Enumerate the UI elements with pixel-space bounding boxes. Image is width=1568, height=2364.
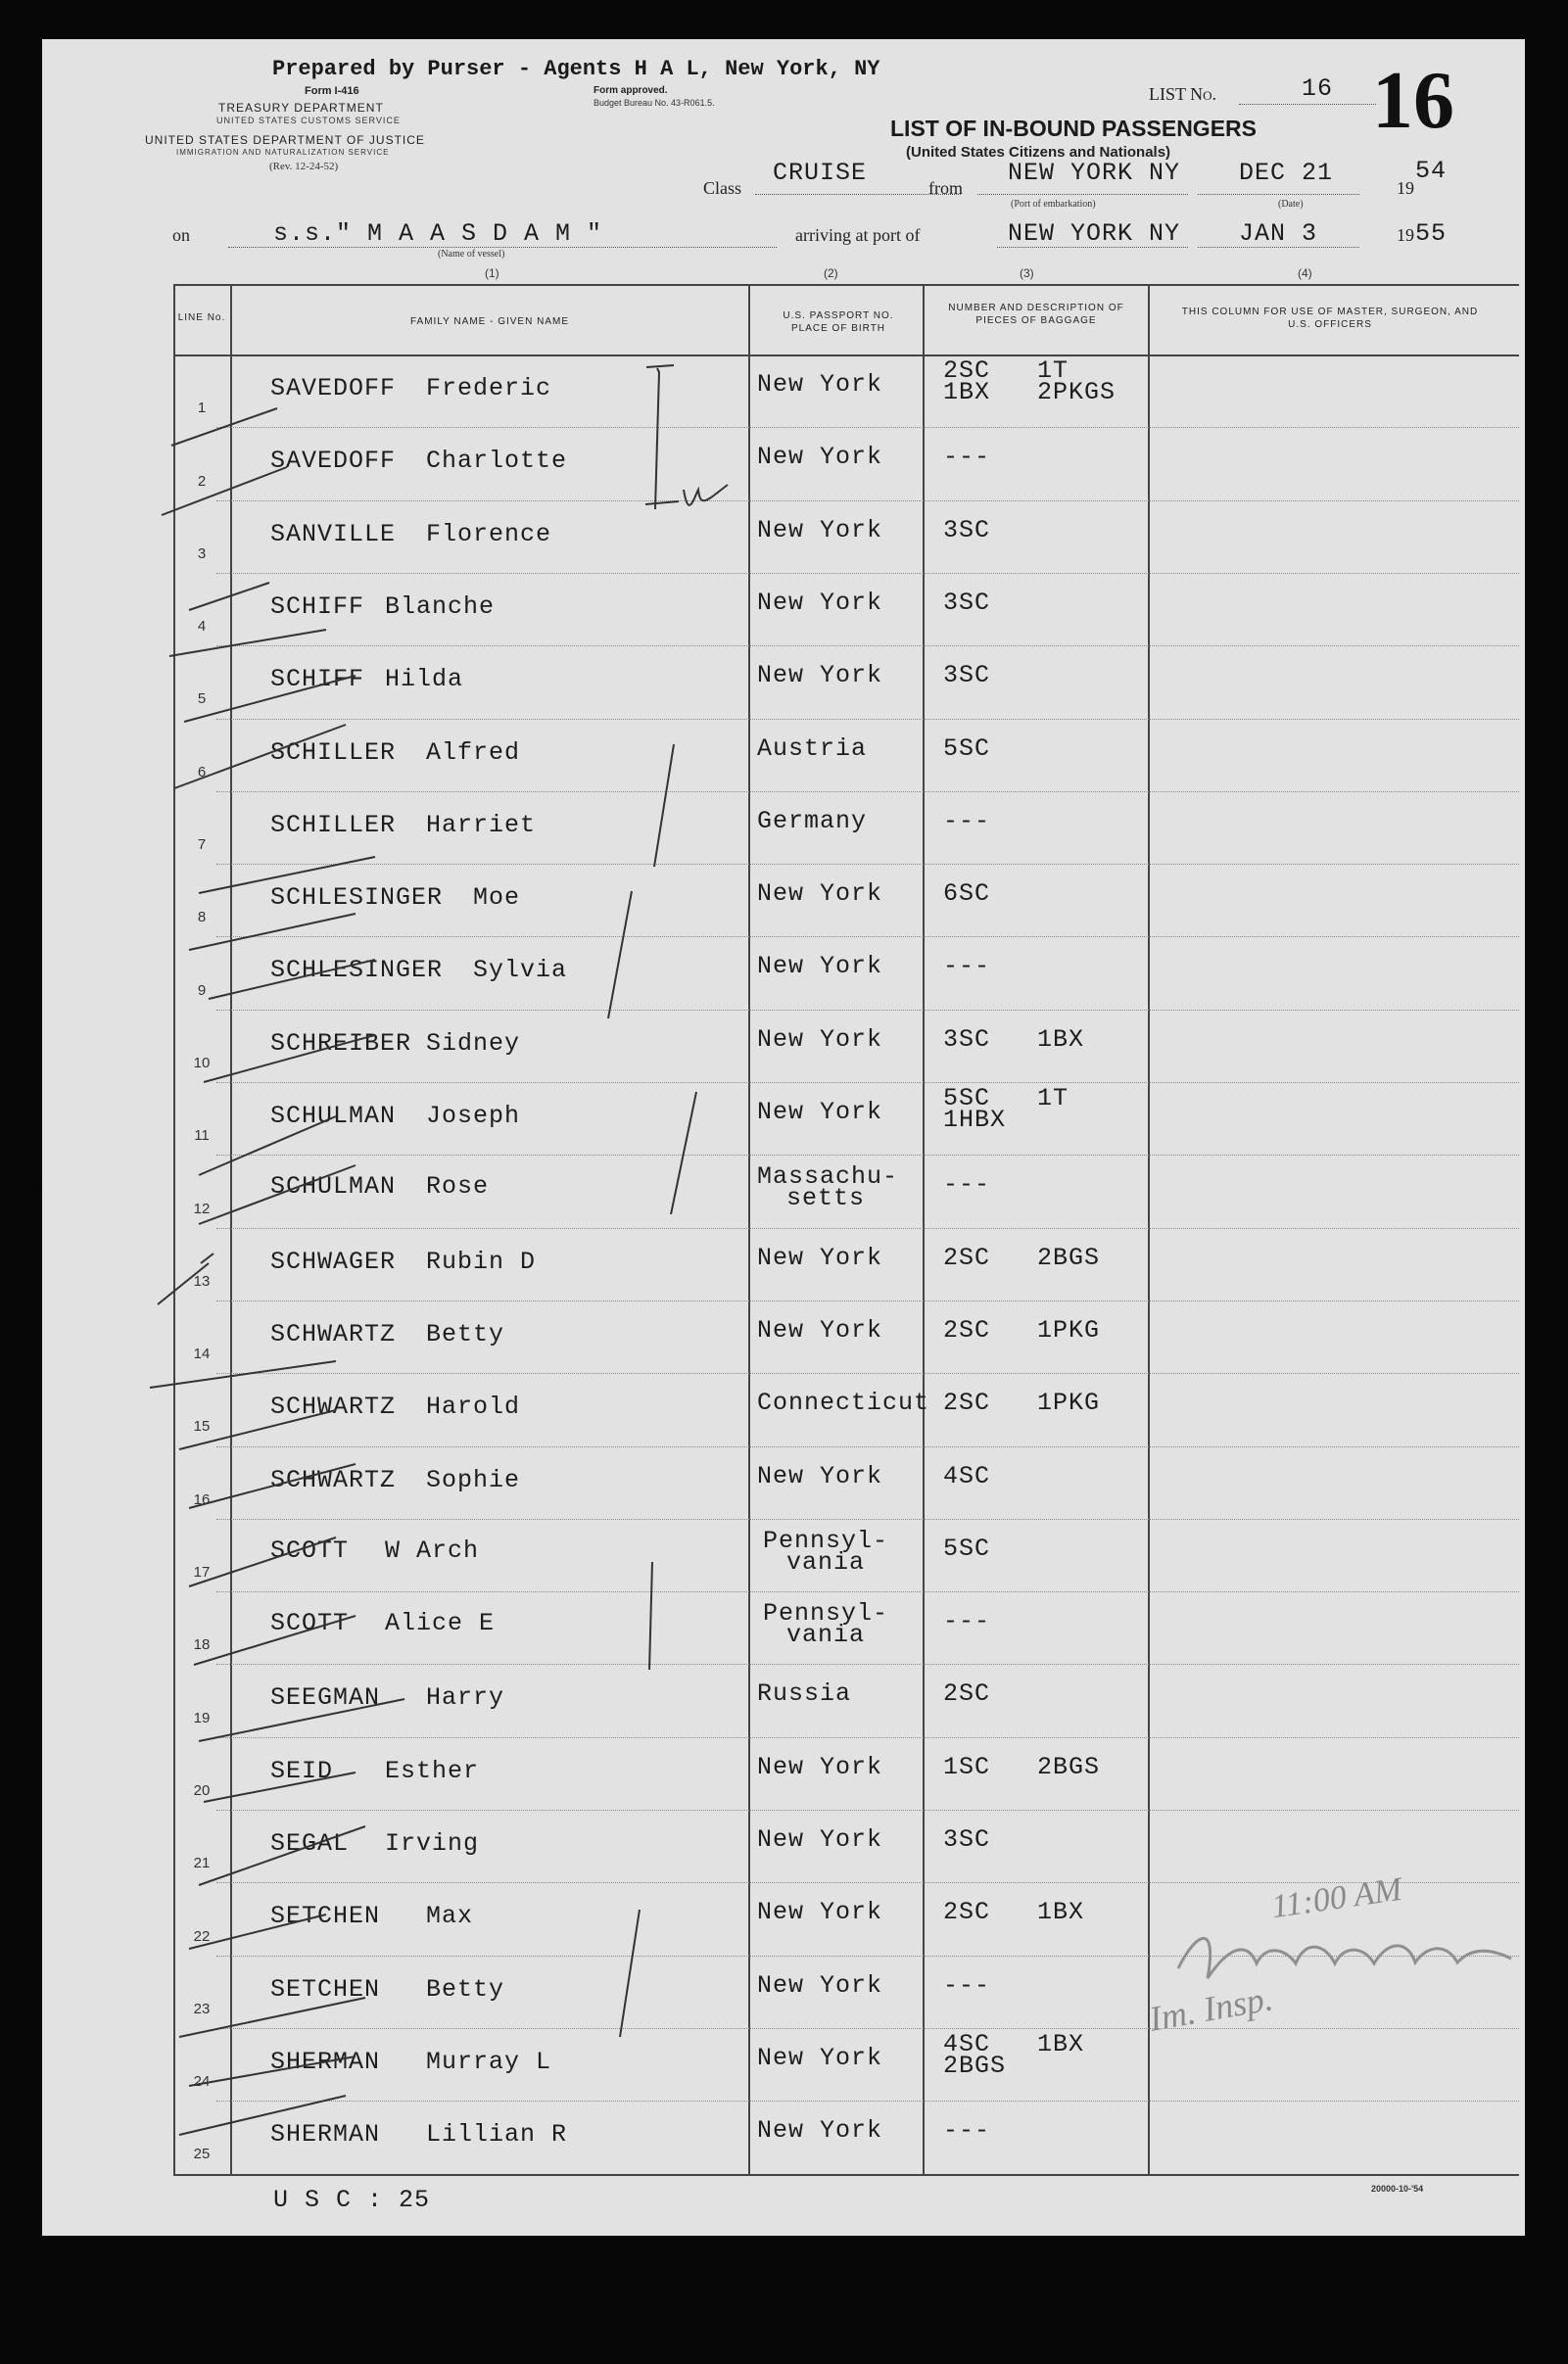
line-number: 3 xyxy=(197,544,207,562)
pencil-marks-overlay xyxy=(42,39,1525,2236)
line-number: 16 xyxy=(193,1490,211,1508)
place-of-birth: New York xyxy=(757,515,883,544)
baggage-pieces: 5SC 1HBX xyxy=(943,1084,1007,1134)
departure-year-prefix: 19 xyxy=(1397,178,1414,198)
place-of-birth: Massachu- setts xyxy=(757,1162,899,1213)
baggage-pieces: 5SC xyxy=(943,733,991,763)
family-name: SANVILLE xyxy=(270,519,397,548)
given-name: Harriet xyxy=(426,810,537,839)
line-number: 15 xyxy=(193,1418,211,1436)
line-number: 20 xyxy=(193,1781,211,1799)
vessel-name: s.s." M A A S D A M " xyxy=(273,219,603,248)
on-label: on xyxy=(172,225,190,245)
given-name: Betty xyxy=(426,1974,505,2004)
baggage-pieces: --- xyxy=(943,1607,991,1636)
list-no-value: 16 xyxy=(1302,74,1334,103)
place-of-birth: New York xyxy=(757,1752,883,1781)
line-number: 12 xyxy=(193,1200,211,1217)
line-number: 9 xyxy=(197,981,207,999)
line-number: 13 xyxy=(193,1272,211,1290)
baggage-pieces: 4SC xyxy=(943,1461,991,1490)
baggage-extra: 1T xyxy=(1037,1084,1069,1112)
place-of-birth: New York xyxy=(757,1098,883,1126)
form-revision: (Rev. 12-24-52) xyxy=(269,161,339,172)
baggage-extra: 1T 2PKGS xyxy=(1037,356,1117,406)
family-name: SHERMAN xyxy=(270,2120,381,2150)
departure-year-suffix: 54 xyxy=(1415,157,1448,185)
baggage-pieces: 2SC xyxy=(943,1315,991,1345)
place-of-birth: Germany xyxy=(757,806,868,835)
baggage-pieces: 2SC xyxy=(943,1389,991,1418)
treasury-department: TREASURY DEPARTMENT xyxy=(218,101,384,115)
place-of-birth: New York xyxy=(757,1825,883,1854)
place-of-birth: New York xyxy=(757,1461,883,1490)
given-name: Esther xyxy=(385,1756,480,1785)
list-big-number: 16 xyxy=(1372,55,1454,146)
baggage-pieces: --- xyxy=(943,1970,991,2000)
baggage-extra: 1BX xyxy=(1037,1898,1085,1927)
line-number: 22 xyxy=(193,1927,211,1945)
given-name: Lillian R xyxy=(426,2120,568,2150)
place-of-birth: Russia xyxy=(757,1679,852,1709)
family-name: SCHWAGER xyxy=(270,1247,397,1276)
print-code: 20000-10-'54 xyxy=(1371,2184,1424,2194)
vessel-caption: (Name of vessel) xyxy=(438,249,505,260)
baggage-extra: 1BX xyxy=(1037,1024,1085,1054)
baggage-pieces: --- xyxy=(943,443,991,472)
form-number: Form I-416 xyxy=(305,85,359,97)
line-number: 11 xyxy=(194,1127,210,1145)
place-of-birth: New York xyxy=(757,952,883,981)
column-number-2: (2) xyxy=(824,266,838,280)
given-name: Blanche xyxy=(385,591,496,621)
manifest-sheet xyxy=(42,39,1525,2236)
given-name: Sylvia xyxy=(473,956,568,985)
baggage-pieces: 6SC xyxy=(943,879,991,909)
baggage-extra: 1PKG xyxy=(1037,1315,1101,1345)
family-name: SCHIFF xyxy=(270,591,365,621)
given-name: Irving xyxy=(385,1829,480,1858)
arrival-port: NEW YORK NY xyxy=(1008,219,1181,248)
line-number: 23 xyxy=(193,2000,211,2017)
given-name: Sophie xyxy=(426,1465,521,1494)
place-of-birth: New York xyxy=(757,370,883,399)
family-name: SCHWARTZ xyxy=(270,1465,397,1494)
baggage-extra: 2BGS xyxy=(1037,1243,1101,1272)
given-name: Hilda xyxy=(385,665,464,694)
prepared-by-line: Prepared by Purser - Agents H A L, New York, NY xyxy=(272,57,880,81)
family-name: SCHIFF xyxy=(270,665,365,694)
family-name: SCHILLER xyxy=(270,737,397,767)
inspector-time: 11:00 AM xyxy=(1269,1870,1404,1926)
class-label: Class xyxy=(703,178,742,198)
family-name: SHERMAN xyxy=(270,2047,381,2076)
given-name: Max xyxy=(426,1902,474,1931)
family-name: SCHULMAN xyxy=(270,1102,397,1130)
place-of-birth: New York xyxy=(757,1970,883,2000)
baggage-pieces: --- xyxy=(943,1170,991,1200)
list-subtitle: (United States Citizens and Nationals) xyxy=(906,144,1171,161)
baggage-extra: 2BGS xyxy=(1037,1752,1101,1781)
family-name: SEGAL xyxy=(270,1829,350,1858)
given-name: W Arch xyxy=(385,1536,480,1565)
family-name: SCOTT xyxy=(270,1609,350,1638)
place-of-birth: New York xyxy=(757,1024,883,1054)
given-name: Harold xyxy=(426,1393,521,1422)
place-of-birth: New York xyxy=(757,661,883,690)
given-name: Rose xyxy=(426,1172,490,1202)
family-name: SEEGMAN xyxy=(270,1683,381,1713)
line-number: 4 xyxy=(197,618,207,636)
baggage-pieces: 5SC xyxy=(943,1534,991,1563)
place-of-birth: New York xyxy=(757,2116,883,2146)
line-number: 5 xyxy=(197,690,207,708)
place-of-birth: New York xyxy=(757,588,883,617)
baggage-pieces: 3SC xyxy=(943,1024,991,1054)
family-name: SCHLESINGER xyxy=(270,883,444,913)
given-name: Charlotte xyxy=(426,447,568,476)
place-of-birth: Pennsyl- vania xyxy=(762,1599,889,1650)
place-of-birth: New York xyxy=(757,1243,883,1272)
line-number: 7 xyxy=(197,836,207,854)
usc-count: U S C : 25 xyxy=(273,2186,431,2214)
baggage-pieces: 3SC xyxy=(943,661,991,690)
family-name: SCHWARTZ xyxy=(270,1393,397,1422)
family-name: SEID xyxy=(270,1756,334,1785)
place-of-birth: New York xyxy=(757,1898,883,1927)
place-of-birth: Pennsyl- vania xyxy=(762,1526,889,1577)
family-name: SAVEDOFF xyxy=(270,447,397,476)
line-number: 24 xyxy=(193,2073,211,2091)
place-of-birth: Austria xyxy=(757,733,868,763)
baggage-pieces: 3SC xyxy=(943,515,991,544)
baggage-pieces: 4SC 2BGS xyxy=(943,2029,1007,2080)
line-number: 17 xyxy=(193,1564,211,1582)
place-of-birth: New York xyxy=(757,879,883,909)
given-name: Rubin D xyxy=(426,1247,537,1276)
form-approved: Form approved. xyxy=(594,85,668,96)
arriving-label: arriving at port of xyxy=(795,225,921,245)
from-label: from xyxy=(928,178,963,198)
line-number: 19 xyxy=(193,1709,211,1726)
line-number: 25 xyxy=(193,2146,211,2163)
class-value: CRUISE xyxy=(773,159,868,187)
arrival-date: JAN 3 xyxy=(1239,219,1318,248)
baggage-pieces: 2SC xyxy=(943,1243,991,1272)
inspector-title: Im. Insp. xyxy=(1146,1978,1276,2039)
baggage-extra: 1BX xyxy=(1037,2029,1085,2058)
header-officers: THIS COLUMN FOR USE OF MASTER, SURGEON, AND U.S. OFFICERS xyxy=(1181,307,1479,330)
baggage-pieces: 3SC xyxy=(943,588,991,617)
place-of-birth: New York xyxy=(757,443,883,472)
given-name: Moe xyxy=(473,883,521,913)
given-name: Sidney xyxy=(426,1028,521,1058)
family-name: SETCHEN xyxy=(270,1902,381,1931)
baggage-pieces: --- xyxy=(943,806,991,835)
departure-date: DEC 21 xyxy=(1239,159,1334,187)
line-number: 10 xyxy=(193,1054,211,1071)
given-name: Alfred xyxy=(426,737,521,767)
customs-service: UNITED STATES CUSTOMS SERVICE xyxy=(216,116,401,125)
given-name: Harry xyxy=(426,1683,505,1713)
line-number: 2 xyxy=(197,472,207,490)
given-name: Joseph xyxy=(426,1102,521,1130)
header-baggage: NUMBER AND DESCRIPTION OF PIECES OF BAGGAGE xyxy=(948,303,1124,326)
line-number: 6 xyxy=(197,763,207,780)
port-caption: (Port of embarkation) xyxy=(1011,199,1096,210)
column-number-4: (4) xyxy=(1298,266,1312,280)
line-number: 21 xyxy=(193,1855,211,1872)
line-number: 14 xyxy=(193,1346,211,1363)
family-name: SCHULMAN xyxy=(270,1172,397,1202)
baggage-pieces: 2SC xyxy=(943,1679,991,1709)
header-line-no: LINE No. xyxy=(177,312,226,323)
family-name: SCHLESINGER xyxy=(270,956,444,985)
family-name: SCHILLER xyxy=(270,810,397,839)
family-name: SAVEDOFF xyxy=(270,374,397,402)
family-name: SCOTT xyxy=(270,1536,350,1565)
header-family-name: FAMILY NAME - GIVEN NAME xyxy=(410,316,569,327)
baggage-pieces: 3SC xyxy=(943,1825,991,1854)
place-of-birth: Connecticut xyxy=(757,1389,930,1418)
baggage-pieces: --- xyxy=(943,2116,991,2146)
baggage-extra: 1PKG xyxy=(1037,1389,1101,1418)
given-name: Betty xyxy=(426,1319,505,1348)
list-title: LIST OF IN-BOUND PASSENGERS xyxy=(890,116,1257,141)
given-name: Alice E xyxy=(385,1609,496,1638)
list-no-label: LIST No. xyxy=(1149,84,1217,104)
from-port: NEW YORK NY xyxy=(1008,159,1181,187)
family-name: SCHREIBER xyxy=(270,1028,412,1058)
budget-bureau: Budget Bureau No. 43-R061.5. xyxy=(594,98,715,108)
header-passport: U.S. PASSPORT NO. PLACE OF BIRTH xyxy=(783,310,894,334)
column-number-3: (3) xyxy=(1020,266,1034,280)
baggage-pieces: 2SC xyxy=(943,1898,991,1927)
department-of-justice: UNITED STATES DEPARTMENT OF JUSTICE xyxy=(145,133,425,147)
line-number: 18 xyxy=(193,1636,211,1654)
line-number: 1 xyxy=(197,400,207,417)
family-name: SCHWARTZ xyxy=(270,1319,397,1348)
given-name: Frederic xyxy=(426,374,552,402)
place-of-birth: New York xyxy=(757,2043,883,2072)
baggage-pieces: --- xyxy=(943,952,991,981)
date-caption: (Date) xyxy=(1278,199,1304,210)
arrival-year-suffix: 55 xyxy=(1415,219,1448,248)
given-name: Murray L xyxy=(426,2047,552,2076)
given-name: Florence xyxy=(426,519,552,548)
column-number-1: (1) xyxy=(485,266,499,280)
immigration-service: IMMIGRATION AND NATURALIZATION SERVICE xyxy=(176,148,390,157)
arrival-year-prefix: 19 xyxy=(1397,225,1414,245)
place-of-birth: New York xyxy=(757,1315,883,1345)
line-number: 8 xyxy=(197,909,207,926)
family-name: SETCHEN xyxy=(270,1974,381,2004)
baggage-pieces: 2SC 1BX xyxy=(943,356,991,406)
baggage-pieces: 1SC xyxy=(943,1752,991,1781)
